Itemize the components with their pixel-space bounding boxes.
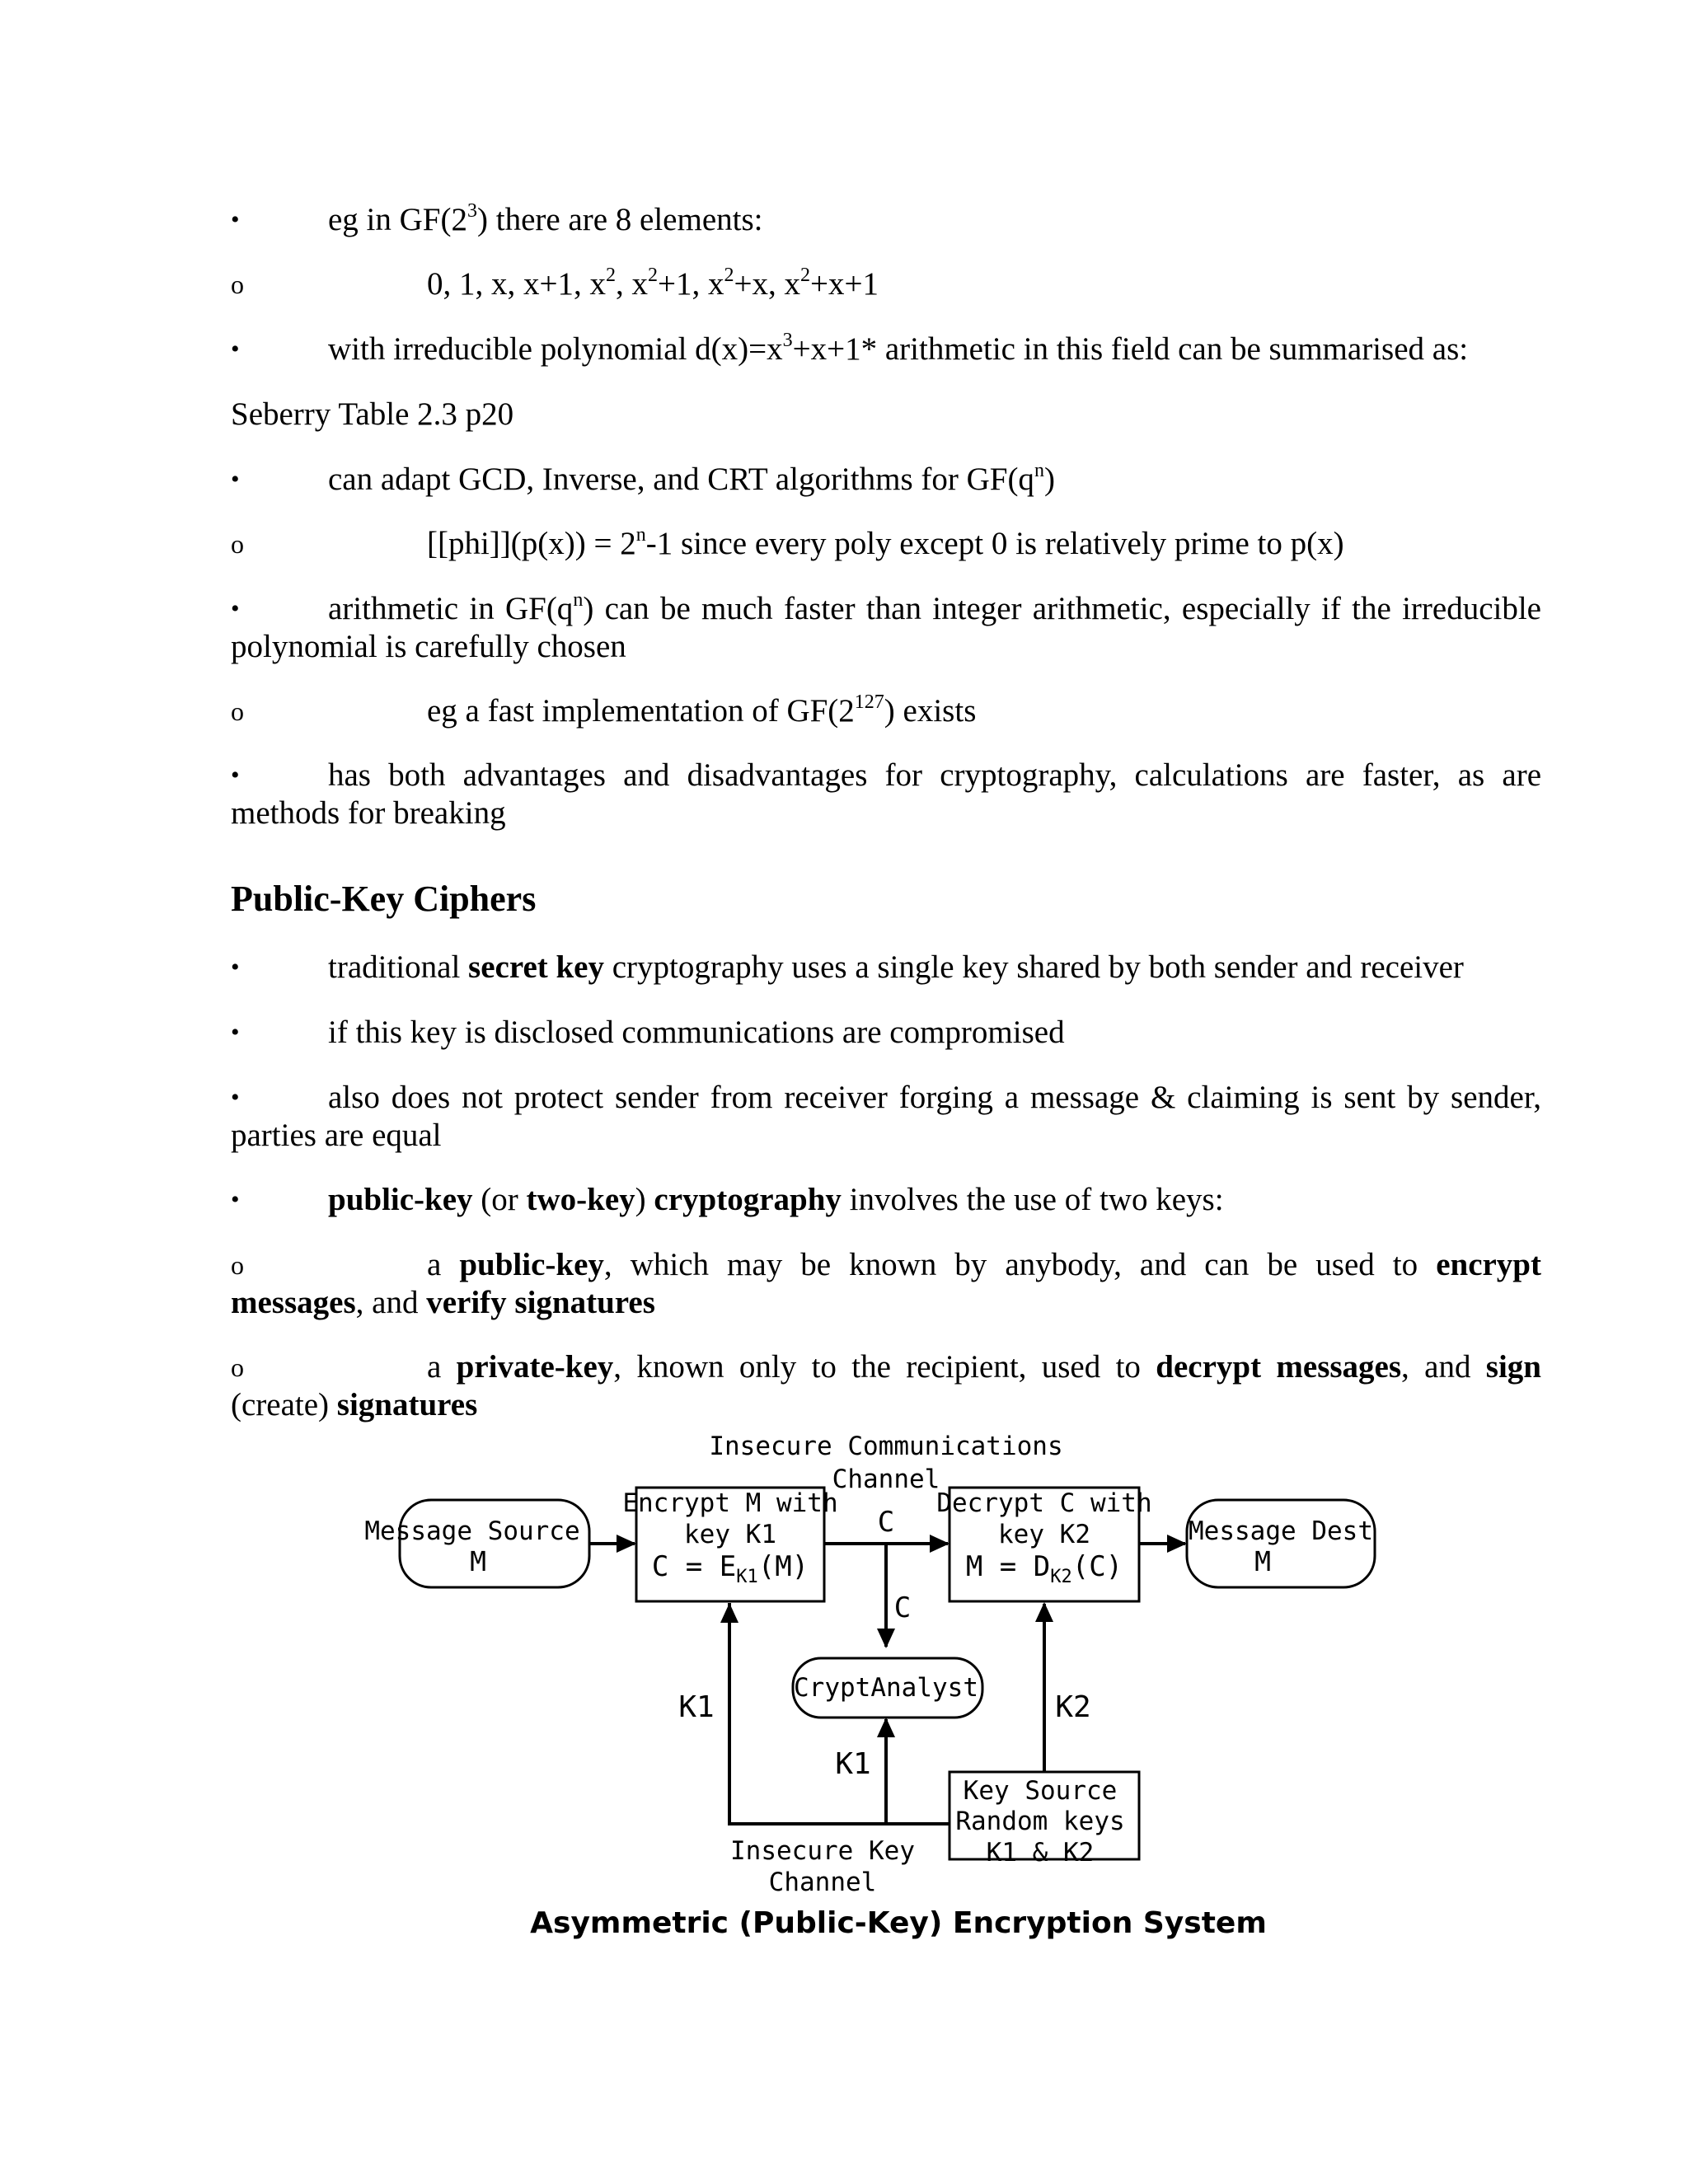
key-source-label: Key Source [963, 1776, 1118, 1806]
sub-bullet-marker: o [231, 1352, 244, 1382]
message-dest-label: Message Dest [1189, 1516, 1373, 1546]
k1-label: K1 [678, 1690, 715, 1724]
encrypt-label: Encrypt M with [622, 1488, 838, 1518]
bullet-marker: • [231, 1019, 240, 1046]
message-source-m: M [470, 1545, 486, 1577]
decrypt-label: key K2 [998, 1520, 1090, 1549]
sub-bullet-marker: o [231, 1250, 244, 1280]
bullet-marker: • [231, 762, 240, 789]
section-heading: Public-Key Ciphers [231, 879, 537, 919]
document-page: • eg in $GF(2^3)$ there are 8 elements: o 0, 1, x, x+1, $x^2$, $x^2+1$, $x^2+x$, $x^2+x+1$ • with irreducible polynomial $d(x)=x^3+x+1*$ arithmetic in this field can be summarised as: Seberry Table 2.3 p20 • can adapt GCD, Inverse, and CRT algorithms for $GF(q^n)$ o $[[phi]](p(x)) = 2^n-1$ since every poly except 0 is relatively prime to p(x) • arithmetic in $GF(q^n)$ can be much faster than integer arithmetic, especially if the irreducible polynomial is carefully chosen o eg a fast implementation of $GF(2^{127})$ exists • has both advantages and disadvantages for cryptography, calculations are faster, as are methods for breaking Public-Key Ciphers • traditional secret key cryptography uses a single key shared by both sender and receiver • if this key is disclosed communications are compromised • also does not protect sender from receiver forging a message & claiming is sent by sender, parties are equal • public-key (or two-key) cryptography involves the use of two keys: o a public-key, which may be known by anybody, and can be used to encrypt messages, and verify signatures o a private-key, known only to the recipient, used to decrypt messages, and sign (create) signatures Insecure Communications Channel Message Source M Encrypt M with key K1 $C = E_{K1}(M)$ Decrypt C with key K2 $M = D_{K2}(C)$ Message Dest M C C CryptAnalyst K1 K1 K2 Key Source Random keys K1 & K2 Insecure Key Channel Asymmetric (Public-Key) Encryption System [0, 0, 1688, 2184]
item-text: can adapt GCD, Inverse, and CRT algorithms for GF(q [328, 462, 1034, 497]
message-source-label: Message Source [364, 1516, 580, 1546]
item-text: with irreducible polynomial d(x)=x [328, 331, 783, 367]
ciphertext-label: C [877, 1506, 895, 1539]
encrypt-formula: $C = E_{K1}(M)$ [651, 1550, 809, 1587]
sub-bullet-marker: o [231, 696, 244, 726]
encrypt-label: key K1 [684, 1520, 776, 1549]
k2-label: K2 [1055, 1690, 1091, 1724]
decrypt-formula: $M = D_{K2}(C)$ [965, 1550, 1123, 1587]
key-source-label: K1 & K2 [986, 1838, 1095, 1868]
channel-label: Insecure Communications [709, 1432, 1063, 1461]
k1-label: K1 [835, 1747, 871, 1781]
bullet-marker: • [231, 1084, 240, 1111]
item-text: if this key is disclosed communications are compromised [328, 1015, 1065, 1050]
key-channel-label: Insecure Key [730, 1836, 915, 1866]
intercept-c-label: C [893, 1591, 912, 1624]
key-source-label: Random keys [955, 1807, 1125, 1836]
paragraph-text: Seberry Table 2.3 p20 [231, 396, 514, 432]
bullet-marker: • [231, 335, 240, 363]
bullet-marker: • [231, 206, 240, 233]
item-text: [[phi]](p(x)) = 2 [427, 526, 636, 561]
bullet-marker: • [231, 466, 240, 493]
item-text: has both advantages and disadvantages for cryptography, calculations are faster, as are methods for breaking [231, 757, 1541, 831]
channel-label: Channel [832, 1465, 940, 1494]
sub-bullet-marker: o [231, 269, 244, 299]
bullet-marker: • [231, 954, 240, 981]
decrypt-label: Decrypt C with [936, 1488, 1152, 1518]
item-text: 0, 1, x, x+1, $x^2$, $x^2+1$, $x^2+x$, $x^2+x+1$ [427, 265, 879, 302]
message-dest-m: M [1254, 1545, 1271, 1577]
item-text: also does not protect sender from receiver forging a message & claiming is sent by sender, parties are equal [231, 1080, 1541, 1153]
sub-bullet-marker: o [231, 529, 244, 559]
item-text: eg a fast implementation of GF(2 [427, 693, 855, 729]
diagram-caption: Asymmetric (Public-Key) Encryption System [530, 1906, 1267, 1940]
cryptanalyst-label: CryptAnalyst [794, 1673, 978, 1703]
item-text: eg in GF(2 [328, 202, 467, 237]
item-text: arithmetic in GF(q [328, 591, 574, 626]
item-text: traditional [328, 949, 469, 985]
bullet-marker: • [231, 595, 240, 622]
key-channel-label: Channel [768, 1868, 877, 1897]
bullet-marker: • [231, 1186, 240, 1213]
